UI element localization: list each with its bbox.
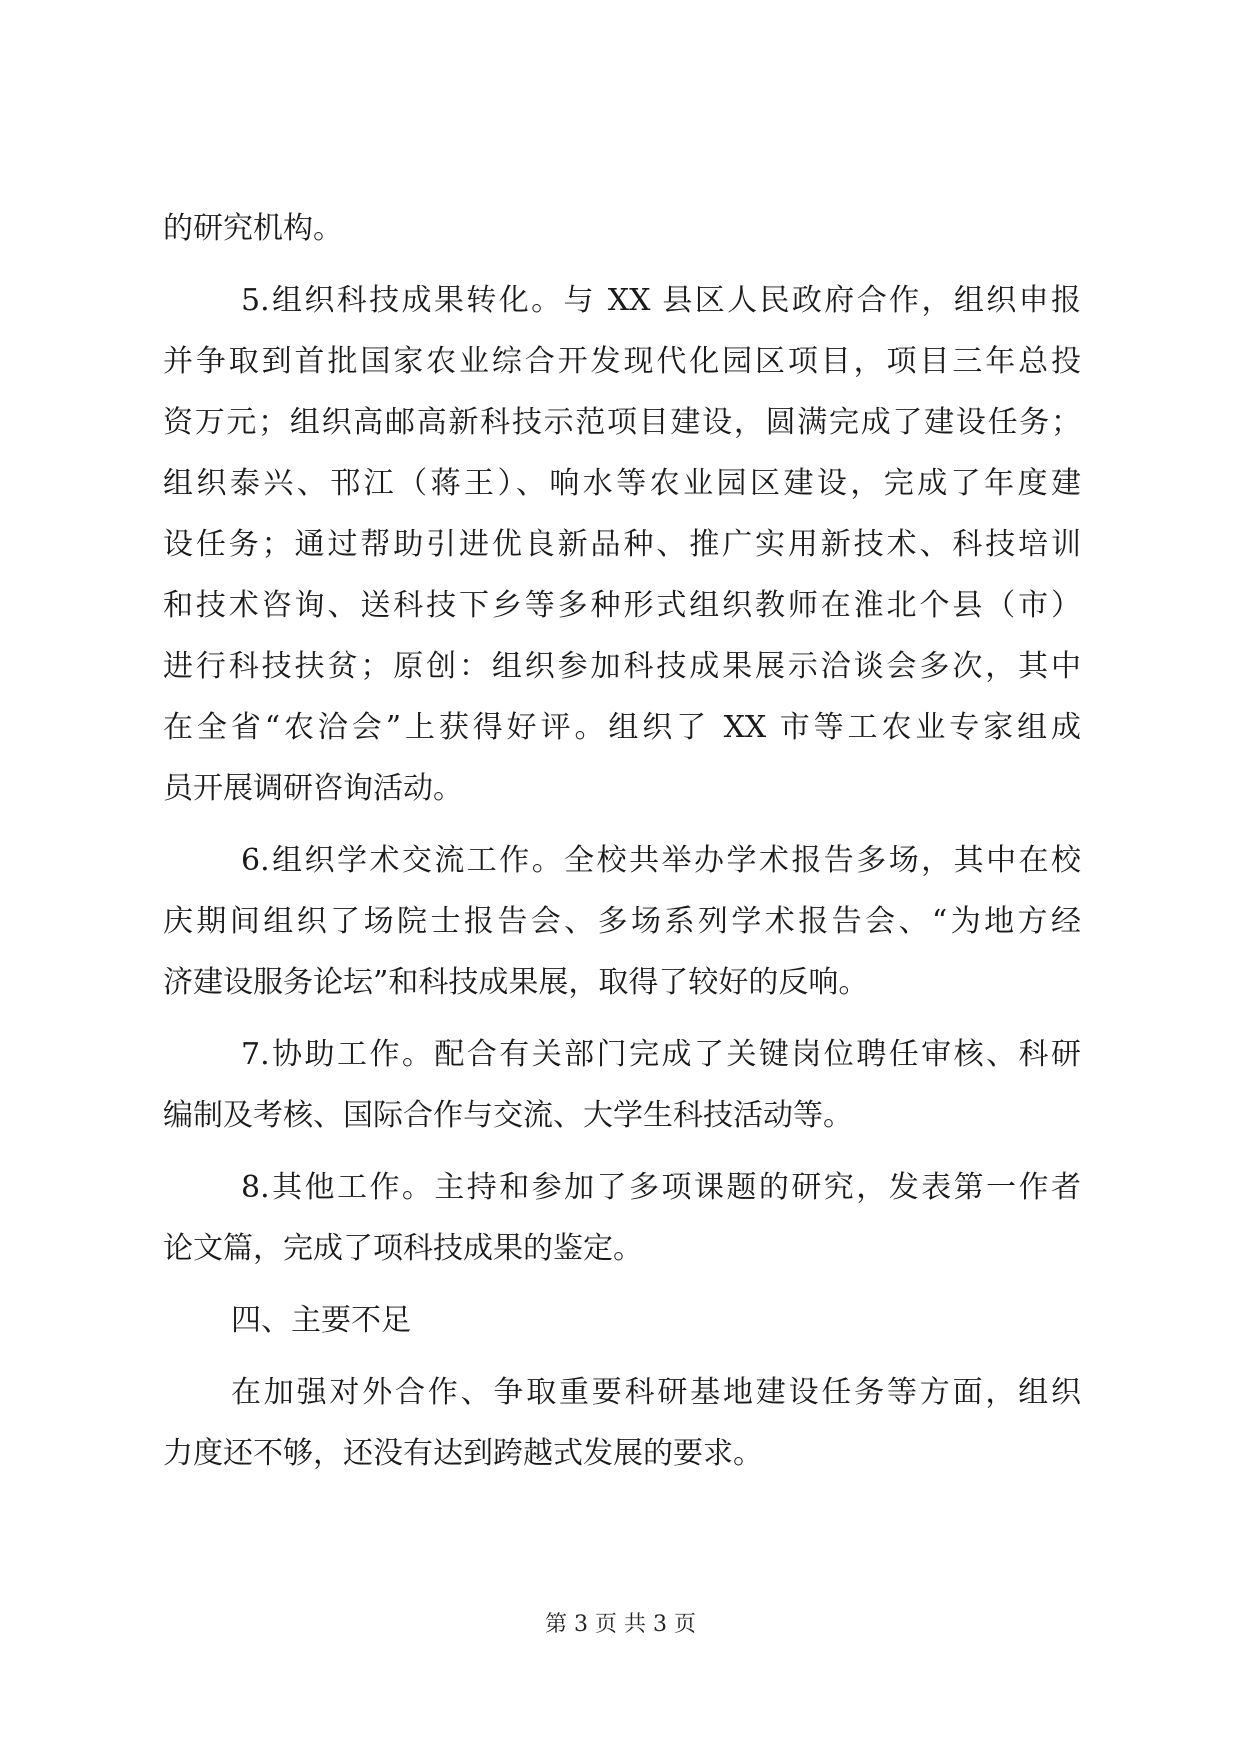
text-line: 济建设服务论坛”和科技成果展，取得了较好的反响。 bbox=[163, 965, 869, 1000]
paragraph-shortcomings-line: 在加强对外合作、争取重要科研基地建设任务等方面，组织 bbox=[231, 1375, 1081, 1410]
section-heading: 四、主要不足 bbox=[231, 1303, 411, 1338]
text-line: 员开展调研咨询活动。 bbox=[163, 771, 463, 806]
paragraph-5-line: 5.组织科技成果转化。与 XX 县区人民政府合作，组织申报 bbox=[241, 283, 1081, 318]
text-line: 资万元；组织高邮高新科技示范项目建设，圆满完成了建设任务； bbox=[163, 405, 1081, 440]
text-line: 进行科技扶贫；原创：组织参加科技成果展示洽谈会多次，其中 bbox=[163, 649, 1081, 684]
page-number-footer: 第 3 页 共 3 页 bbox=[545, 1612, 696, 1637]
paragraph-8-line: 8.其他工作。主持和参加了多项课题的研究，发表第一作者 bbox=[241, 1170, 1081, 1205]
text-line: 论文篇，完成了项科技成果的鉴定。 bbox=[163, 1231, 643, 1266]
text-line: 和技术咨询、送科技下乡等多种形式组织教师在淮北个县（市） bbox=[163, 588, 1081, 623]
text-line: 在全省“农洽会”上获得好评。组织了 XX 市等工农业专家组成 bbox=[163, 710, 1081, 745]
text-line: 的研究机构。 bbox=[163, 211, 343, 246]
document-body bbox=[163, 198, 1081, 1484]
paragraph-6-line: 6.组织学术交流工作。全校共举办学术报告多场，其中在校 bbox=[241, 843, 1081, 878]
text-line: 编制及考核、国际合作与交流、大学生科技活动等。 bbox=[163, 1098, 853, 1133]
paragraph-7-line: 7.协助工作。配合有关部门完成了关键岗位聘任审核、科研 bbox=[241, 1037, 1081, 1072]
text-line: 庆期间组织了场院士报告会、多场系列学术报告会、“为地方经 bbox=[163, 904, 1081, 939]
text-line: 组织泰兴、邗江（蒋王）、响水等农业园区建设，完成了年度建 bbox=[163, 466, 1081, 501]
text-line: 并争取到首批国家农业综合开发现代化园区项目，项目三年总投 bbox=[163, 344, 1081, 379]
text-line: 力度还不够，还没有达到跨越式发展的要求。 bbox=[163, 1436, 763, 1471]
text-line: 设任务；通过帮助引进优良新品种、推广实用新技术、科技培训 bbox=[163, 527, 1081, 562]
